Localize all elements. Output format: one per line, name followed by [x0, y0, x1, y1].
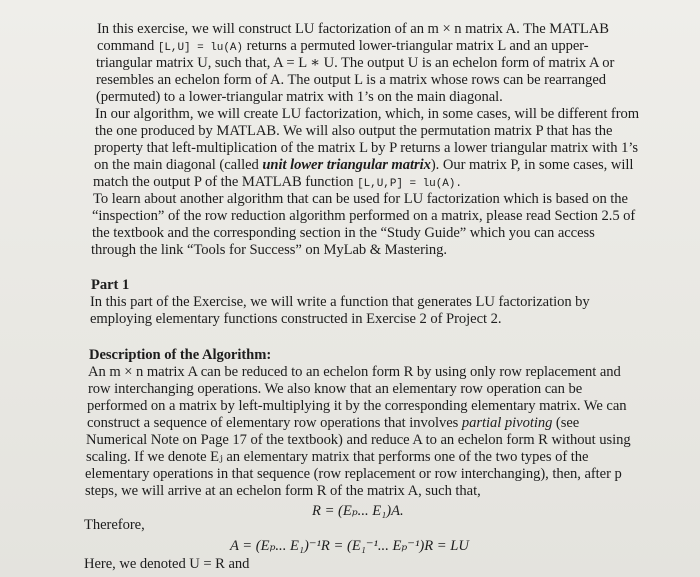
- intro-line-3: triangular matrix U, such that, A = L ∗ U. The output U is an echelon form of matrix A or: [96, 55, 615, 71]
- algorithm-heading: Description of the Algorithm:: [89, 347, 272, 363]
- last-line: Here, we denoted U = R and: [84, 556, 250, 572]
- intro-line-12: “inspection” of the row reduction algorithm performed on a matrix, please read Section 2.5 of: [92, 208, 636, 224]
- intro-line-13: the textbook and the corresponding section in the “Study Guide” which you can access: [92, 225, 595, 241]
- algorithm-line-3: performed on a matrix by left-multiplying it by the corresponding elementary matrix. We can: [87, 398, 627, 414]
- intro-line-6: In our algorithm, we will create LU factorization, which, in some cases, will be different from: [95, 106, 640, 122]
- intro-line-5: (permuted) to a lower-triangular matrix with 1’s on the main diagonal.: [96, 89, 503, 105]
- intro-line-2: command [L,U] = lu(A) returns a permuted lower-triangular matrix L and an upper-: [97, 38, 589, 54]
- intro-line-8: property that left-multiplication of the matrix L by P returns a lower triangular matrix with 1’s: [94, 140, 639, 156]
- part1-line-1: In this part of the Exercise, we will write a function that generates LU factorization by: [90, 294, 590, 310]
- intro-line-14: through the link “Tools for Success” on MyLab & Mastering.: [91, 242, 447, 258]
- intro-line-9: on the main diagonal (called unit lower triangular matrix). Our matrix P, in some cases, will: [94, 157, 634, 173]
- algorithm-line-6: scaling. If we denote Eⱼ an elementary matrix that performs one of the two types of the: [86, 449, 589, 465]
- equation-r: R = (Eₚ... E₁)A.: [312, 503, 404, 519]
- matlab-code-lu: [L,U] = lu(A): [157, 42, 243, 54]
- intro-line-4: resembles an echelon form of A. The output L is a matrix whose rows can be rearranged: [96, 72, 607, 88]
- part1-heading: Part 1: [91, 277, 130, 293]
- therefore-text: Therefore,: [84, 517, 145, 533]
- intro-line-11: To learn about another algorithm that can be used for LU factorization which is based on the: [93, 191, 628, 207]
- intro-line-1: In this exercise, we will construct LU factorization of an m × n matrix A. The MATLAB: [97, 21, 609, 37]
- intro-line-7: the one produced by MATLAB. We will also output the permutation matrix P that has the: [95, 123, 613, 139]
- matlab-code-lup: [L,U,P] = lu(A).: [357, 178, 462, 190]
- algorithm-line-2: row interchanging operations. We also know that an elementary row operation can be: [88, 381, 583, 397]
- intro-line-10: match the output P of the MATLAB function [L,U,P] = lu(A).: [93, 174, 462, 190]
- equation-lu: A = (Eₚ... E₁)⁻¹R = (E₁⁻¹... Eₚ⁻¹)R = LU: [230, 538, 469, 554]
- algorithm-line-1: An m × n matrix A can be reduced to an echelon form R by using only row replacement and: [88, 364, 621, 380]
- algorithm-line-5: Numerical Note on Page 17 of the textbook) and reduce A to an echelon form R without using: [86, 432, 631, 448]
- algorithm-line-7: elementary operations in that sequence (row replacement or row interchanging), then, after p: [85, 466, 622, 482]
- part1-line-2: employing elementary functions constructed in Exercise 2 of Project 2.: [90, 311, 502, 327]
- algorithm-line-8: steps, we will arrive at an echelon form R of the matrix A, such that,: [85, 483, 481, 499]
- algorithm-line-4: construct a sequence of elementary row operations that involves partial pivoting (see: [87, 415, 580, 431]
